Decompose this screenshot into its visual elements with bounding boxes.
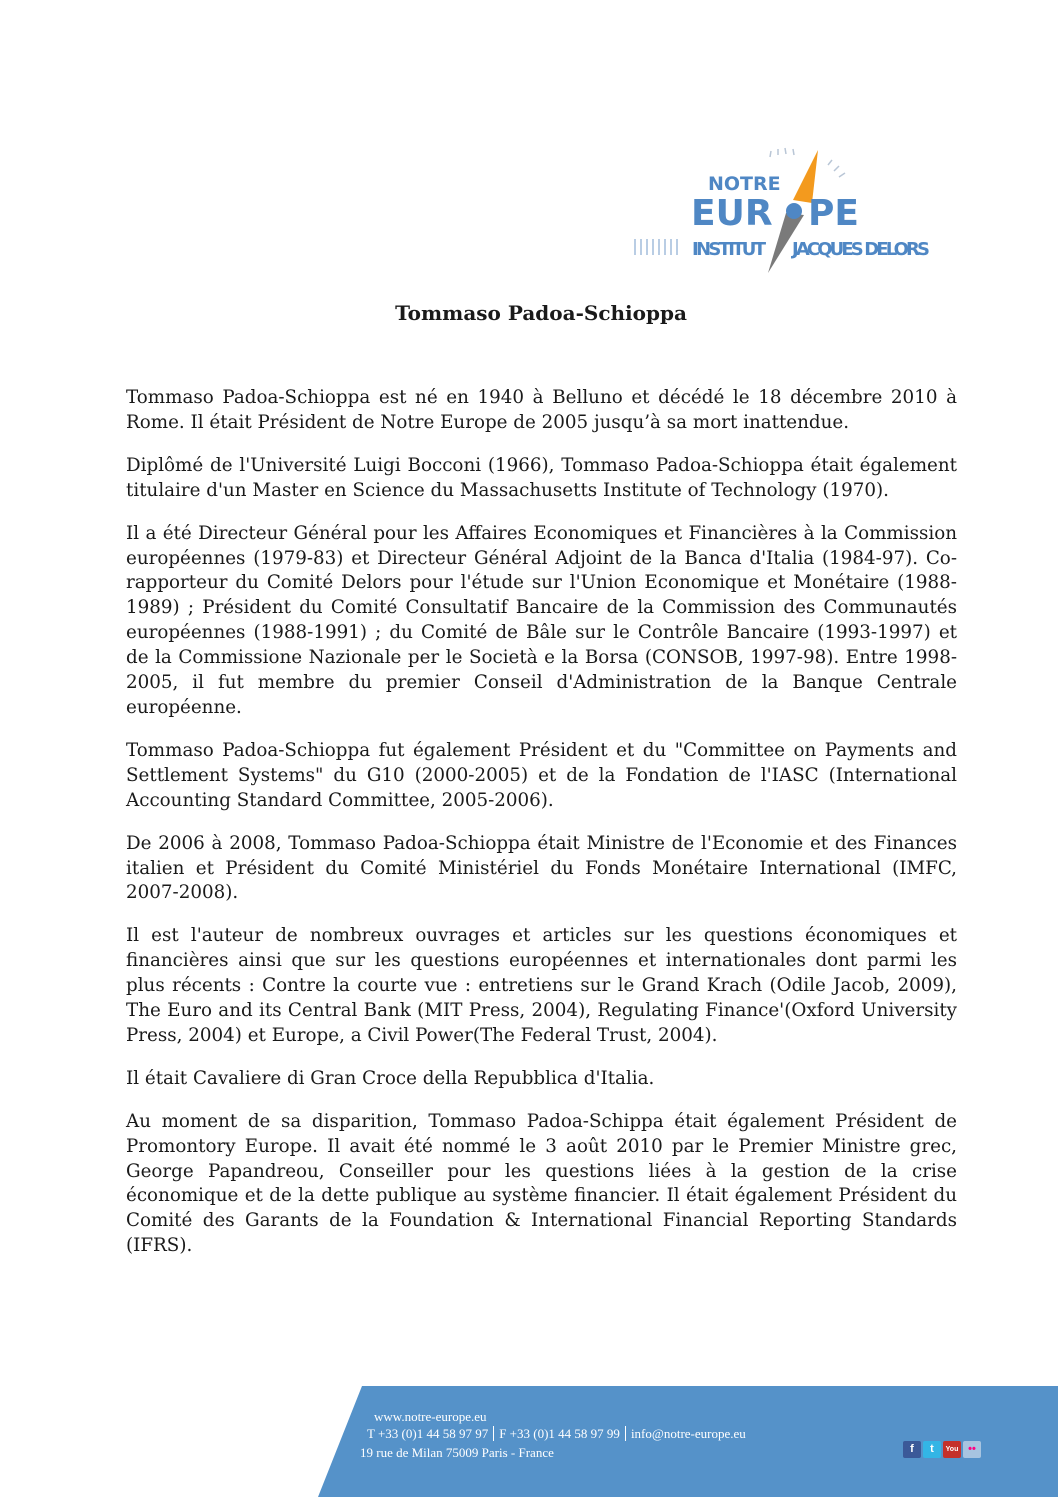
paragraph: De 2006 à 2008, Tommaso Padoa-Schioppa était Ministre de l'Economie et des Finances italien et Président du Comité Ministériel du Fonds Monétaire International (IMFC, 2007-2008). <box>126 832 957 904</box>
document-body <box>126 386 957 1277</box>
paragraph: Il est l'auteur de nombreux ouvrages et articles sur les questions économiques et financières ainsi que sur les questions européennes et internationales dont parmi les plus récents : Contre la courte vue : entretiens sur le Grand Krach (Odile Jacob, 2009), The Euro and its Central Bank (MIT Press, 2004), Regulating Finance'(Oxford University Press, 2004) et Europe, a Civil Power(The Federal Trust, 2004). <box>126 925 957 1046</box>
footer-website[interactable]: www.notre-europe.eu <box>374 1409 487 1424</box>
page-title: Tommaso Padoa-Schioppa <box>395 301 687 325</box>
paragraph: Il était Cavaliere di Gran Croce della Repubblica d'Italia. <box>126 1067 655 1089</box>
youtube-icon[interactable]: You <box>943 1441 961 1458</box>
paragraph: Diplômé de l'Université Luigi Bocconi (1966), Tommaso Padoa-Schioppa était également titulaire d'un Master en Science du Massachusetts Institute of Technology (1970). <box>126 454 957 501</box>
paragraph: Tommaso Padoa-Schioppa est né en 1940 à Belluno et décédé le 18 décembre 2010 à Rome. Il était Président de Notre Europe de 2005 jusqu’à sa mort inattendue. <box>126 387 957 433</box>
paragraph: Il a été Directeur Général pour les Affaires Economiques et Financières à la Commission européennes (1979-83) et Directeur Général Adjoint de la Banca d'Italia (1984-97). Co-rapporteur du Comité Delors pour l'étude sur l'Union Economique et Monétaire (1988-1989) ; Président du Comité Consultatif Bancaire de la Commission des Communautés européennes (1988-1991) ; du Comité de Bâle sur le Contrôle Bancaire (1993-1997) et de la Commissione Nazionale per le Società e la Borsa (CONSOB, 1997-98). Entre 1998-2005, il fut membre du premier Conseil d'Administration de la Banque Centrale européenne. <box>126 522 957 718</box>
svg-text:JACQUES DELORS: JACQUES DELORS <box>792 239 930 260</box>
facebook-icon[interactable]: f <box>903 1441 921 1458</box>
paragraph: Tommaso Padoa-Schioppa fut également Président et du "Committee on Payments and Settlement Systems" du G10 (2000-2005) et de la Fondation de l'IASC (International Accounting Standard Committee, 2005-2006). <box>126 739 957 811</box>
footer-fax: F +33 (0)1 44 58 97 99 <box>499 1426 620 1441</box>
paragraph: Au moment de sa disparition, Tommaso Padoa-Schippa était également Président de Promontory Europe. Il avait été nommé le 3 août 2010 par le Premier Ministre grec, George Papandreou, Conseiller pour les questions liées à la gestion de la crise économique et de la dette publique au système financier. Il était également Président du Comité des Garants de la Foundation & International Financial Reporting Standards (IFRS). <box>126 1110 957 1257</box>
divider <box>625 1426 626 1441</box>
footer-address: 19 rue de Milan 75009 Paris - France <box>360 1445 554 1460</box>
svg-text:EUR: EUR <box>691 193 773 234</box>
notre-europe-logo <box>628 145 938 275</box>
svg-text:INSTITUT: INSTITUT <box>692 239 766 260</box>
footer-email[interactable]: info@notre-europe.eu <box>630 1426 746 1441</box>
twitter-icon[interactable]: t <box>923 1441 941 1458</box>
flickr-icon[interactable]: •• <box>963 1441 981 1458</box>
svg-text:PE: PE <box>808 193 859 234</box>
social-icons <box>903 1441 981 1458</box>
footer-contact <box>367 1426 746 1442</box>
divider <box>493 1426 494 1441</box>
footer-phone: T +33 (0)1 44 58 97 97 <box>367 1426 489 1441</box>
svg-text:NOTRE: NOTRE <box>708 173 781 195</box>
